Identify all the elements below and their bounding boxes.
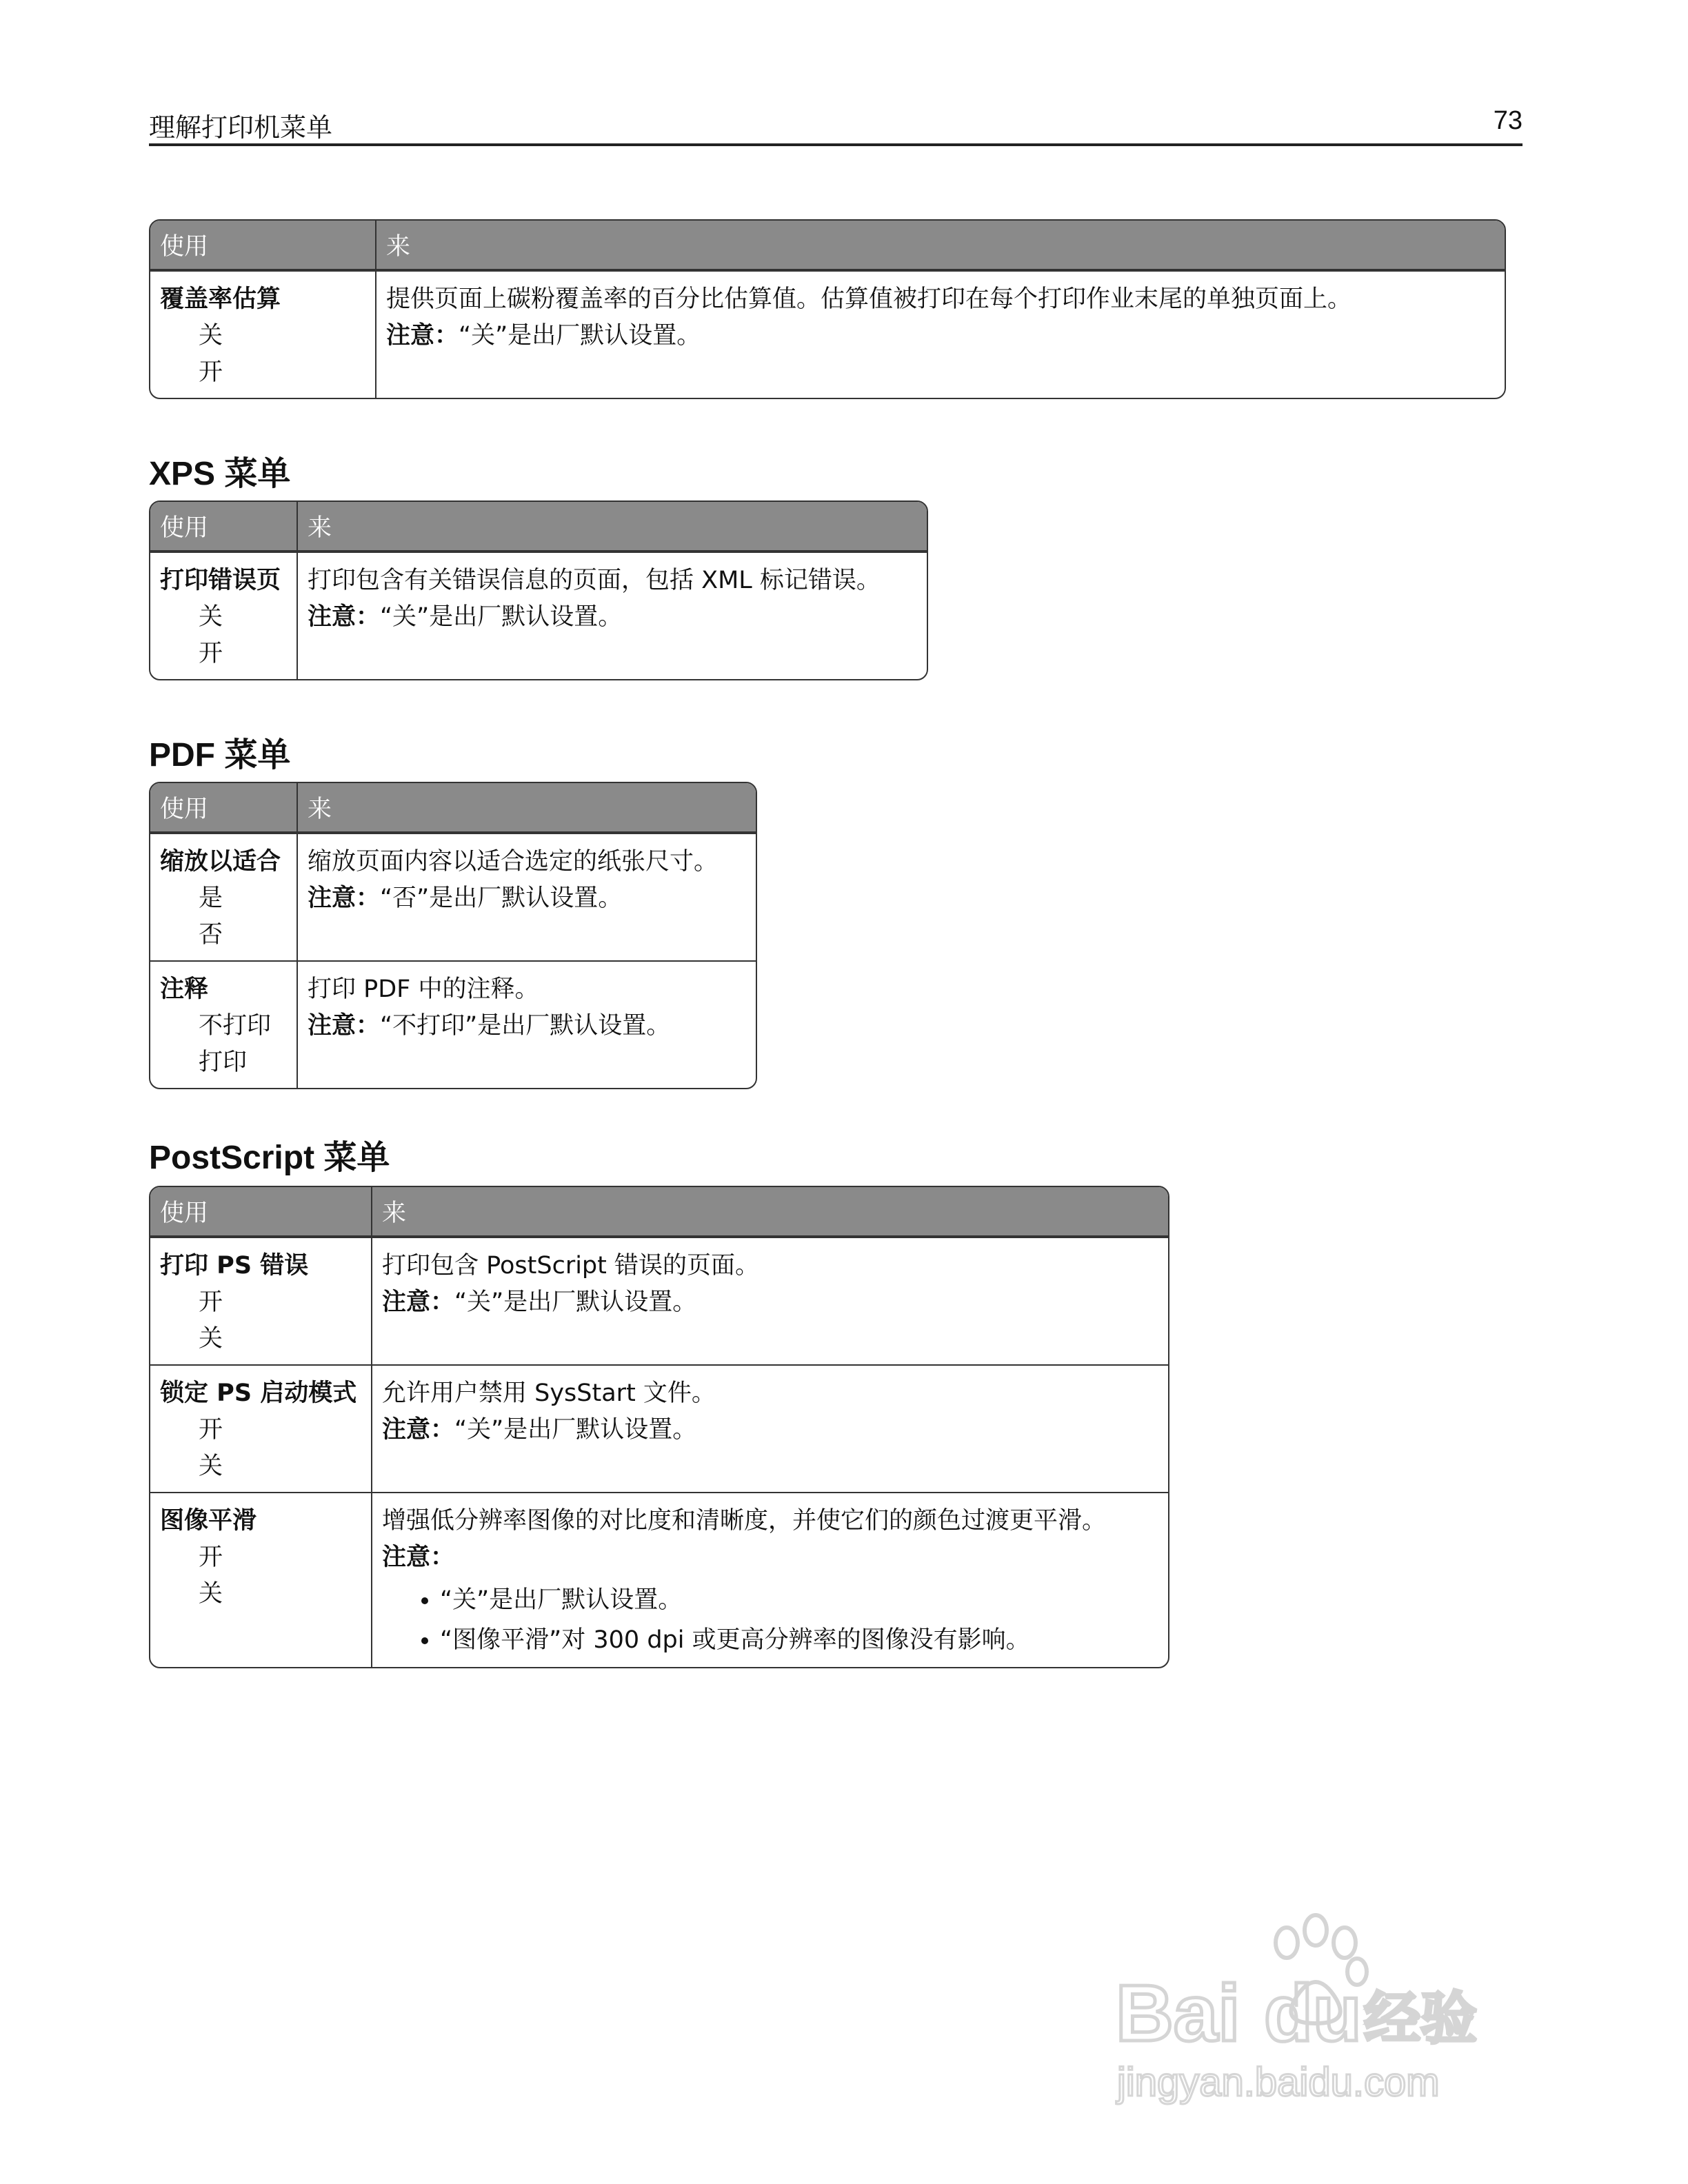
table-row bbox=[150, 552, 927, 679]
description-cell bbox=[297, 960, 756, 1088]
xps-table bbox=[149, 501, 928, 680]
menu-item-name: 缩放以适合 bbox=[160, 848, 281, 876]
note-line bbox=[386, 318, 1495, 354]
description-text: 打印包含有关错误信息的页面，包括 XML 标记错误。 bbox=[308, 567, 881, 594]
coverage-table bbox=[149, 219, 1506, 399]
note-text: “关”是出厂默认设置。 bbox=[459, 322, 701, 350]
section-title-pdf: PDF 菜单 bbox=[149, 737, 291, 774]
menu-item-cell bbox=[150, 270, 375, 398]
baidu-jingyan-watermark bbox=[1102, 1903, 1488, 2110]
note-list-item: • “图像平滑”对 300 dpi 或更高分辨率的图像没有影响。 bbox=[440, 1620, 1158, 1660]
column-header-use: 使用 bbox=[150, 1187, 371, 1237]
column-header-use: 使用 bbox=[150, 783, 297, 833]
note-label: 注意： bbox=[386, 322, 459, 350]
postscript-table bbox=[149, 1186, 1169, 1668]
page-header bbox=[149, 103, 1523, 146]
menu-item-cell bbox=[150, 1492, 371, 1667]
menu-option: 关 bbox=[199, 1453, 223, 1480]
column-header-purpose: 来 bbox=[297, 783, 756, 833]
menu-item-name: 打印 PS 错误 bbox=[160, 1252, 309, 1280]
pdf-table bbox=[149, 782, 757, 1089]
description-text: 打印包含 PostScript 错误的页面。 bbox=[382, 1252, 759, 1280]
note-text: “不打印”是出厂默认设置。 bbox=[380, 1012, 671, 1040]
svg-text:经验: 经验 bbox=[1364, 1986, 1478, 2052]
menu-option: 打印 bbox=[199, 1049, 248, 1076]
description-text: 打印 PDF 中的注释。 bbox=[308, 975, 539, 1003]
column-header-purpose: 来 bbox=[297, 502, 927, 552]
table-row bbox=[150, 960, 756, 1088]
menu-item-cell bbox=[150, 833, 297, 960]
svg-text:Bai: Bai bbox=[1116, 1968, 1240, 2058]
menu-item-cell bbox=[150, 960, 297, 1088]
menu-option: 开 bbox=[199, 1288, 223, 1316]
menu-option: 关 bbox=[199, 603, 223, 631]
table-header-row bbox=[150, 221, 1505, 270]
column-header-purpose: 来 bbox=[375, 221, 1505, 270]
menu-item-name: 打印错误页 bbox=[160, 567, 281, 594]
menu-option: 关 bbox=[199, 1580, 223, 1608]
note-label: 注意： bbox=[308, 603, 381, 631]
note-label: 注意： bbox=[382, 1544, 455, 1571]
description-cell bbox=[371, 1492, 1168, 1667]
table-header-row bbox=[150, 783, 756, 833]
menu-option: 否 bbox=[199, 921, 223, 949]
description-text: 允许用户禁用 SysStart 文件。 bbox=[382, 1379, 716, 1407]
menu-item-name: 覆盖率估算 bbox=[160, 285, 281, 313]
note-line bbox=[308, 880, 746, 917]
table-header-row bbox=[150, 502, 927, 552]
note-label: 注意： bbox=[308, 1012, 381, 1040]
menu-option: 关 bbox=[199, 322, 223, 350]
description-cell bbox=[297, 833, 756, 960]
note-list-item: • “关”是出厂默认设置。 bbox=[440, 1580, 1158, 1620]
menu-option: 开 bbox=[199, 640, 223, 667]
column-header-use: 使用 bbox=[150, 502, 297, 552]
note-list bbox=[382, 1580, 1158, 1660]
menu-item-name: 锁定 PS 启动模式 bbox=[160, 1379, 357, 1407]
description-cell bbox=[371, 1237, 1168, 1364]
note-text: “关”是出厂默认设置。 bbox=[454, 1416, 697, 1444]
column-header-use: 使用 bbox=[150, 221, 375, 270]
table-row bbox=[150, 833, 756, 960]
note-line bbox=[382, 1412, 1158, 1448]
note-text: “否”是出厂默认设置。 bbox=[380, 884, 623, 912]
description-text: 增强低分辨率图像的对比度和清晰度，并使它们的颜色过渡更平滑。 bbox=[382, 1507, 1107, 1535]
note-label: 注意： bbox=[308, 884, 381, 912]
menu-option: 开 bbox=[199, 1416, 223, 1444]
watermark-url: jingyan.baidu.com bbox=[1117, 2060, 1440, 2105]
section-title-xps: XPS 菜单 bbox=[149, 456, 291, 492]
menu-option: 开 bbox=[199, 1544, 223, 1571]
description-text: 提供页面上碳粉覆盖率的百分比估算值。估算值被打印在每个打印作业末尾的单独页面上。 bbox=[386, 285, 1352, 313]
header-title: 理解打印机菜单 bbox=[149, 112, 333, 143]
note-label: 注意： bbox=[382, 1288, 455, 1316]
table-row bbox=[150, 270, 1505, 398]
column-header-purpose: 来 bbox=[371, 1187, 1168, 1237]
description-cell bbox=[371, 1364, 1168, 1492]
table-row bbox=[150, 1237, 1168, 1364]
menu-option: 是 bbox=[199, 884, 223, 912]
note-line bbox=[308, 1008, 746, 1044]
note-line bbox=[308, 599, 917, 636]
menu-item-cell bbox=[150, 1237, 371, 1364]
table-row bbox=[150, 1492, 1168, 1667]
menu-item-cell bbox=[150, 552, 297, 679]
section-title-postscript: PostScript 菜单 bbox=[149, 1140, 390, 1176]
note-text: “关”是出厂默认设置。 bbox=[454, 1288, 697, 1316]
table-header-row bbox=[150, 1187, 1168, 1237]
menu-item-cell bbox=[150, 1364, 371, 1492]
menu-option: 关 bbox=[199, 1325, 223, 1353]
menu-item-name: 注释 bbox=[160, 975, 209, 1003]
table-row bbox=[150, 1364, 1168, 1492]
description-cell bbox=[297, 552, 927, 679]
page-number: 73 bbox=[1493, 106, 1523, 135]
note-text: “关”是出厂默认设置。 bbox=[380, 603, 623, 631]
note-line bbox=[382, 1284, 1158, 1321]
menu-option: 不打印 bbox=[199, 1012, 272, 1040]
description-text: 缩放页面内容以适合选定的纸张尺寸。 bbox=[308, 848, 719, 876]
menu-item-name: 图像平滑 bbox=[160, 1507, 257, 1535]
note-label: 注意： bbox=[382, 1416, 455, 1444]
menu-option: 开 bbox=[199, 358, 223, 386]
description-cell bbox=[375, 270, 1505, 398]
svg-text:du: du bbox=[1264, 1968, 1362, 2058]
